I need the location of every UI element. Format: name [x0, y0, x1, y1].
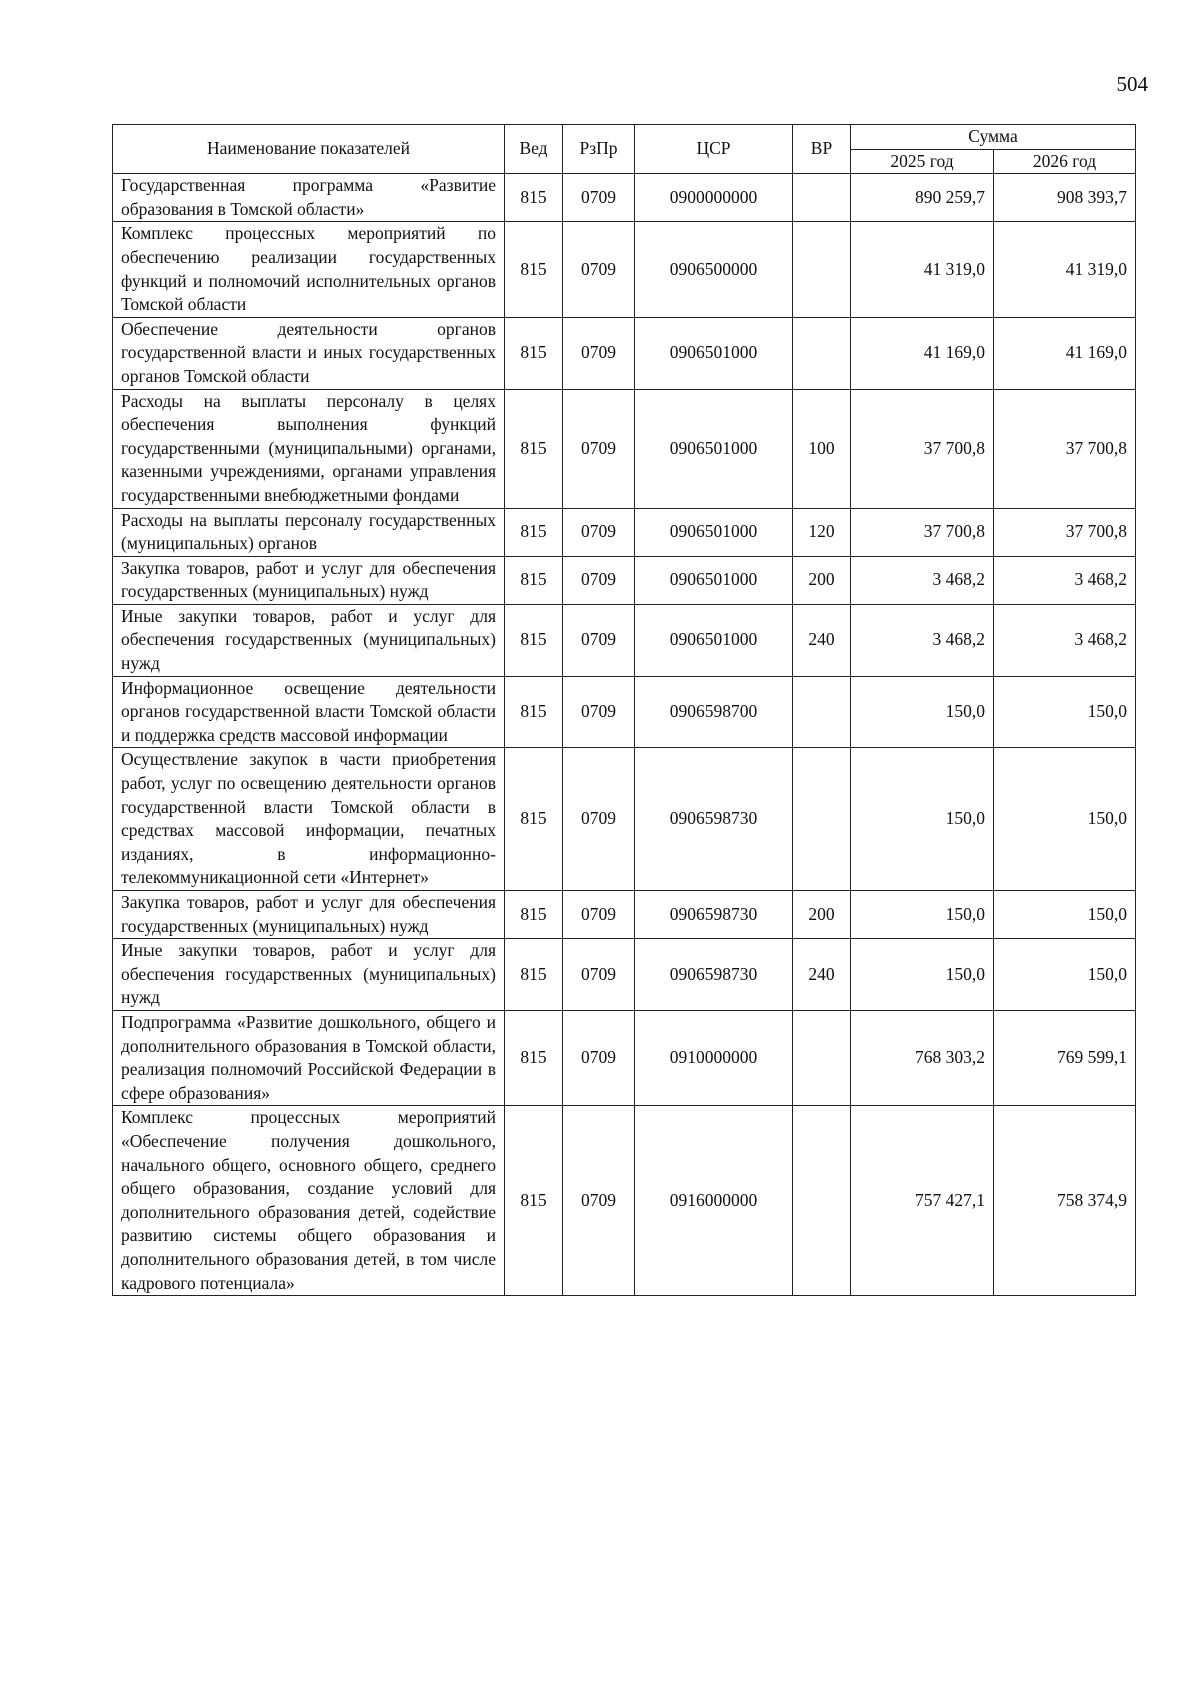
table-row [113, 1010, 1136, 1105]
cell-csr: 0916000000 [635, 1106, 793, 1296]
cell-ved: 815 [505, 939, 563, 1011]
cell-rzpr: 0709 [563, 748, 635, 891]
cell-csr: 0906501000 [635, 389, 793, 508]
cell-sum-2026: 150,0 [994, 891, 1136, 939]
cell-sum-2025: 3 468,2 [851, 556, 994, 604]
cell-vr [793, 1010, 851, 1105]
cell-sum-2026: 3 468,2 [994, 604, 1136, 676]
table-row [113, 556, 1136, 604]
table-row [113, 1106, 1136, 1296]
header-csr: ЦСР [635, 125, 793, 174]
cell-sum-2025: 150,0 [851, 939, 994, 1011]
cell-sum-2026: 908 393,7 [994, 174, 1136, 222]
cell-vr: 200 [793, 556, 851, 604]
cell-vr [793, 222, 851, 317]
cell-rzpr: 0709 [563, 317, 635, 389]
cell-vr [793, 748, 851, 891]
cell-vr: 240 [793, 604, 851, 676]
cell-vr [793, 1106, 851, 1296]
cell-sum-2026: 769 599,1 [994, 1010, 1136, 1105]
cell-ved: 815 [505, 222, 563, 317]
cell-name: Иные закупки товаров, работ и услуг для обеспечения государственных (муниципальных) нужд [113, 939, 505, 1011]
cell-sum-2026: 37 700,8 [994, 508, 1136, 556]
cell-ved: 815 [505, 389, 563, 508]
cell-name: Подпрограмма «Развитие дошкольного, общего и дополнительного образования в Томской области, реализация полномочий Российской Федерации в сфере образования» [113, 1010, 505, 1105]
cell-sum-2025: 768 303,2 [851, 1010, 994, 1105]
cell-vr: 200 [793, 891, 851, 939]
cell-ved: 815 [505, 1106, 563, 1296]
cell-sum-2026: 150,0 [994, 748, 1136, 891]
table-row [113, 939, 1136, 1011]
cell-ved: 815 [505, 174, 563, 222]
cell-csr: 0906501000 [635, 604, 793, 676]
table-row [113, 891, 1136, 939]
table-header [113, 125, 1136, 174]
cell-csr: 0906598730 [635, 939, 793, 1011]
cell-sum-2025: 890 259,7 [851, 174, 994, 222]
header-vr: ВР [793, 125, 851, 174]
table-body [113, 174, 1136, 1296]
cell-vr: 100 [793, 389, 851, 508]
cell-vr [793, 174, 851, 222]
header-name: Наименование показателей [113, 125, 505, 174]
cell-rzpr: 0709 [563, 389, 635, 508]
cell-csr: 0906501000 [635, 556, 793, 604]
table-row [113, 604, 1136, 676]
cell-sum-2026: 3 468,2 [994, 556, 1136, 604]
cell-sum-2026: 41 319,0 [994, 222, 1136, 317]
cell-csr: 0906598730 [635, 891, 793, 939]
table-row [113, 389, 1136, 508]
cell-ved: 815 [505, 556, 563, 604]
cell-ved: 815 [505, 891, 563, 939]
cell-vr [793, 317, 851, 389]
header-sum: Сумма [851, 125, 1136, 150]
header-year-2025: 2025 год [851, 149, 994, 174]
cell-name: Комплекс процессных мероприятий по обеспечению реализации государственных функций и полномочий исполнительных органов Томской области [113, 222, 505, 317]
header-ved: Вед [505, 125, 563, 174]
cell-sum-2025: 150,0 [851, 891, 994, 939]
table-row [113, 174, 1136, 222]
cell-sum-2025: 757 427,1 [851, 1106, 994, 1296]
cell-vr: 120 [793, 508, 851, 556]
cell-sum-2025: 150,0 [851, 676, 994, 748]
cell-ved: 815 [505, 1010, 563, 1105]
cell-ved: 815 [505, 508, 563, 556]
header-rzpr: РзПр [563, 125, 635, 174]
cell-rzpr: 0709 [563, 174, 635, 222]
cell-ved: 815 [505, 604, 563, 676]
cell-name: Иные закупки товаров, работ и услуг для обеспечения государственных (муниципальных) нужд [113, 604, 505, 676]
cell-sum-2025: 3 468,2 [851, 604, 994, 676]
cell-ved: 815 [505, 317, 563, 389]
cell-sum-2025: 41 319,0 [851, 222, 994, 317]
header-year-2026: 2026 год [994, 149, 1136, 174]
cell-name: Закупка товаров, работ и услуг для обеспечения государственных (муниципальных) нужд [113, 556, 505, 604]
cell-vr: 240 [793, 939, 851, 1011]
cell-rzpr: 0709 [563, 1010, 635, 1105]
cell-name: Осуществление закупок в части приобретения работ, услуг по освещению деятельности органов государственной власти Томской области в средствах массовой информации, печатных изданиях, в информационно-телекоммуникационной сети «Интернет» [113, 748, 505, 891]
cell-csr: 0906501000 [635, 317, 793, 389]
cell-csr: 0906598700 [635, 676, 793, 748]
cell-name: Информационное освещение деятельности органов государственной власти Томской области и поддержка средств массовой информации [113, 676, 505, 748]
table-row [113, 317, 1136, 389]
cell-rzpr: 0709 [563, 222, 635, 317]
cell-sum-2025: 37 700,8 [851, 389, 994, 508]
cell-csr: 0906500000 [635, 222, 793, 317]
cell-rzpr: 0709 [563, 939, 635, 1011]
cell-rzpr: 0709 [563, 1106, 635, 1296]
cell-csr: 0906598730 [635, 748, 793, 891]
cell-rzpr: 0709 [563, 556, 635, 604]
cell-ved: 815 [505, 748, 563, 891]
cell-vr [793, 676, 851, 748]
cell-sum-2026: 758 374,9 [994, 1106, 1136, 1296]
cell-sum-2025: 150,0 [851, 748, 994, 891]
page-number: 504 [1116, 72, 1148, 96]
cell-name: Государственная программа «Развитие образования в Томской области» [113, 174, 505, 222]
cell-sum-2025: 41 169,0 [851, 317, 994, 389]
cell-name: Закупка товаров, работ и услуг для обеспечения государственных (муниципальных) нужд [113, 891, 505, 939]
cell-sum-2025: 37 700,8 [851, 508, 994, 556]
cell-sum-2026: 150,0 [994, 676, 1136, 748]
table-row [113, 748, 1136, 891]
cell-sum-2026: 150,0 [994, 939, 1136, 1011]
cell-name: Расходы на выплаты персоналу в целях обеспечения выполнения функций государственными (муниципальными) органами, казенными учреждениями, органами управления государственными внебюджетными фондами [113, 389, 505, 508]
cell-rzpr: 0709 [563, 676, 635, 748]
cell-csr: 0906501000 [635, 508, 793, 556]
cell-name: Обеспечение деятельности органов государственной власти и иных государственных органов Томской области [113, 317, 505, 389]
cell-csr: 0900000000 [635, 174, 793, 222]
budget-table [112, 124, 1136, 1296]
cell-rzpr: 0709 [563, 508, 635, 556]
cell-name: Расходы на выплаты персоналу государственных (муниципальных) органов [113, 508, 505, 556]
cell-ved: 815 [505, 676, 563, 748]
cell-rzpr: 0709 [563, 604, 635, 676]
table-row [113, 222, 1136, 317]
table-row [113, 676, 1136, 748]
cell-sum-2026: 41 169,0 [994, 317, 1136, 389]
cell-csr: 0910000000 [635, 1010, 793, 1105]
cell-name: Комплекс процессных мероприятий «Обеспечение получения дошкольного, начального общего, основного общего, среднего общего образования, создание условий для дополнительного образования детей, содействие развитию системы общего образования и дополнительного образования детей, в том числе кадрового потенциала» [113, 1106, 505, 1296]
cell-rzpr: 0709 [563, 891, 635, 939]
cell-sum-2026: 37 700,8 [994, 389, 1136, 508]
table-row [113, 508, 1136, 556]
